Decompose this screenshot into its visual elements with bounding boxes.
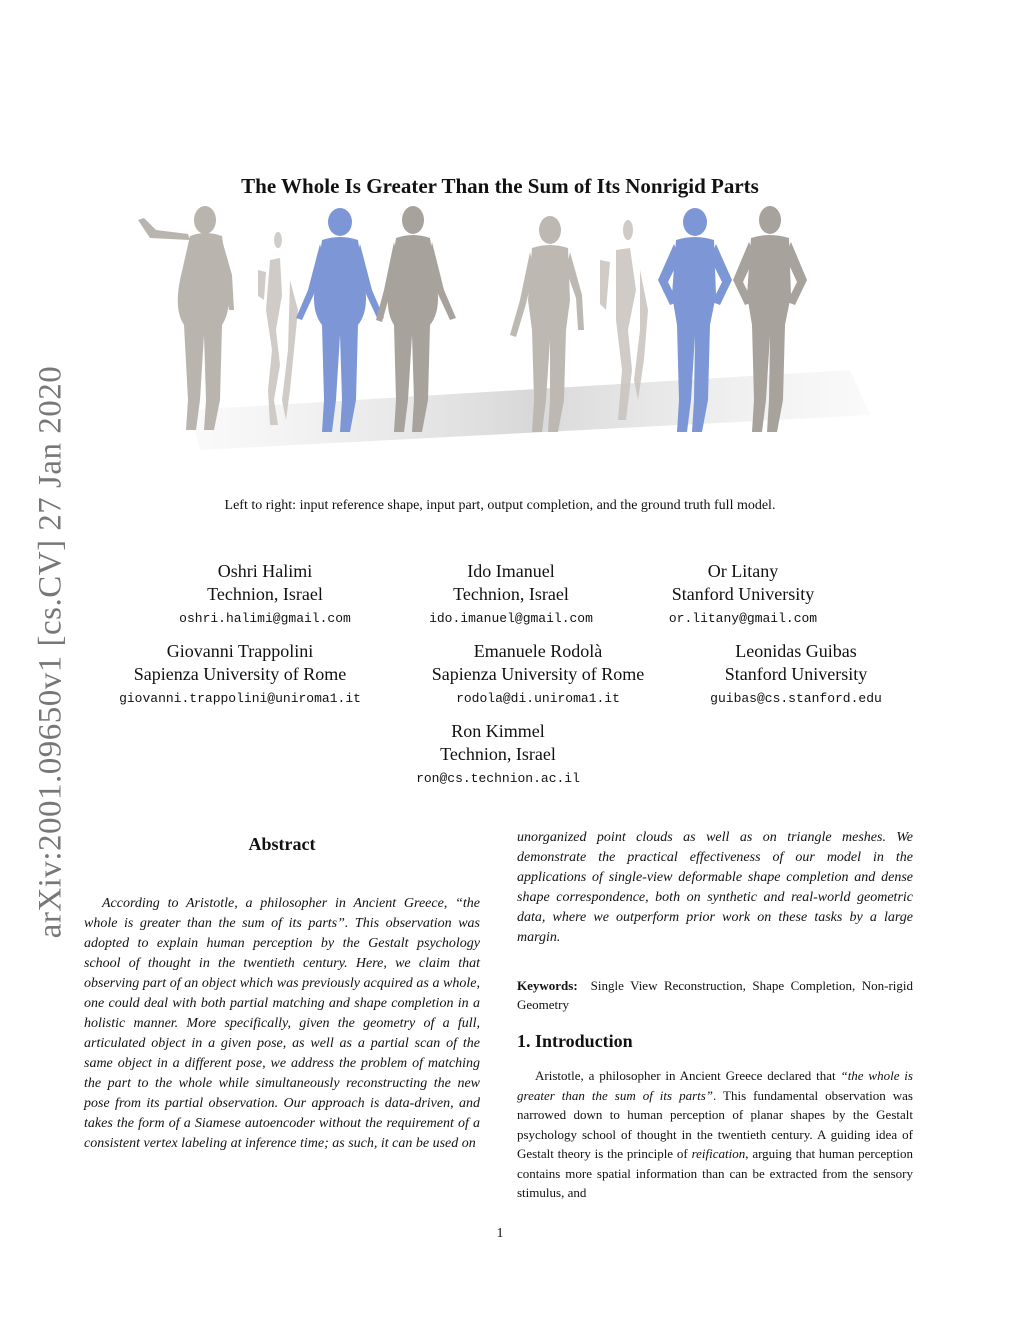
section-heading-introduction: 1. Introduction [517, 1031, 633, 1051]
author-affiliation: Sapienza University of Rome [133, 664, 347, 684]
figure-caption: Left to right: input reference shape, input part, output completion, and the ground truth full model. [224, 498, 776, 513]
page-number: 1 [496, 1226, 504, 1241]
author-name: Giovanni Trappolini [166, 641, 314, 661]
author-affiliation: Technion, Israel [453, 584, 569, 604]
abstract-heading: Abstract [248, 834, 316, 854]
author-email[interactable]: ron@cs.technion.ac.il [416, 771, 580, 786]
author-block [646, 640, 946, 712]
intro-text: Aristotle, a philosopher in Ancient Greece declared that [535, 1068, 841, 1083]
author-name: Ron Kimmel [451, 721, 545, 741]
author-block [348, 720, 648, 792]
abstract-text-left: According to Aristotle, a philosopher in Ancient Greece, “the whole is greater than the sum of its parts”. This observation was adopted to explain human perception by the Gestalt psychology school of thought in the twentieth century. Here, we claim that observing part of an object which was previously acquired as a whole, one could deal with both partial matching and shape completion in a holistic manner. More specifically, given the geometry of a full, articulated object in a given pose, as well as a partial scan of the same object in a different pose, we address the problem of matching the part to the whole while simultaneously reconstructing the new pose from its partial observation. Our approach is data-driven, and takes the form of a Siamese autoencoder without the requirement of a consistent vertex labeling at inference time; as such, it can be used on [84, 896, 480, 1151]
abstract-text-right: unorganized point clouds as well as on triangle meshes. We demonstrate the practical effectiveness of our model in the applications of single-view deformable shape completion and dense shape correspondence, both on synthetic and real-world geometric data, where we outperform prior work on these tasks by a large margin. [517, 830, 913, 945]
author-block [90, 640, 390, 712]
keywords-label: Keywords: [517, 978, 578, 993]
author-email[interactable]: oshri.halimi@gmail.com [179, 611, 351, 626]
author-email[interactable]: or.litany@gmail.com [668, 611, 818, 626]
introduction-paragraph [517, 1066, 913, 1203]
intro-text: , arguing that human perception contains more spatial information than can be extracted from the sensory stimulus, and [517, 1146, 914, 1200]
author-name: Leonidas Guibas [735, 641, 857, 661]
intro-text: . This fundamental observation was narrowed down to human perception of planar shapes by the Gestalt psychology school of thought in the twentieth century. A guiding idea of Gestalt theory is the principle of [517, 1087, 913, 1161]
floor-shadow [190, 370, 870, 450]
author-name: Or Litany [707, 561, 779, 581]
author-email[interactable]: ido.imanuel@gmail.com [429, 611, 593, 626]
author-affiliation: Stanford University [724, 664, 868, 684]
author-affiliation: Stanford University [671, 584, 815, 604]
author-name: Ido Imanuel [467, 561, 555, 581]
keywords-text: Single View Reconstruction, Shape Completion, Non-rigid Geometry [517, 978, 914, 1012]
female-reference-shape [138, 206, 234, 430]
author-affiliation: Technion, Israel [440, 744, 556, 764]
arxiv-identifier: arXiv:2001.09650v1 [cs.CV] 27 Jan 2020 [32, 365, 69, 939]
author-email[interactable]: giovanni.trappolini@uniroma1.it [119, 691, 361, 706]
author-block [388, 640, 688, 712]
teaser-figure [130, 200, 880, 455]
intro-quote: “the whole is greater than the sum of its parts” [517, 1068, 913, 1103]
intro-term: reification [691, 1146, 746, 1161]
author-name: Emanuele Rodolà [473, 641, 603, 661]
author-block [593, 560, 893, 632]
female-output-completion [296, 208, 384, 432]
author-affiliation: Technion, Israel [207, 584, 323, 604]
paper-title: The Whole Is Greater Than the Sum of Its Nonrigid Parts [241, 174, 759, 198]
female-input-part [258, 232, 298, 425]
author-email[interactable]: rodola@di.uniroma1.it [456, 691, 620, 706]
author-affiliation: Sapienza University of Rome [431, 664, 645, 684]
keywords [517, 976, 913, 1014]
author-email[interactable]: guibas@cs.stanford.edu [710, 691, 882, 706]
author-name: Oshri Halimi [217, 561, 313, 581]
